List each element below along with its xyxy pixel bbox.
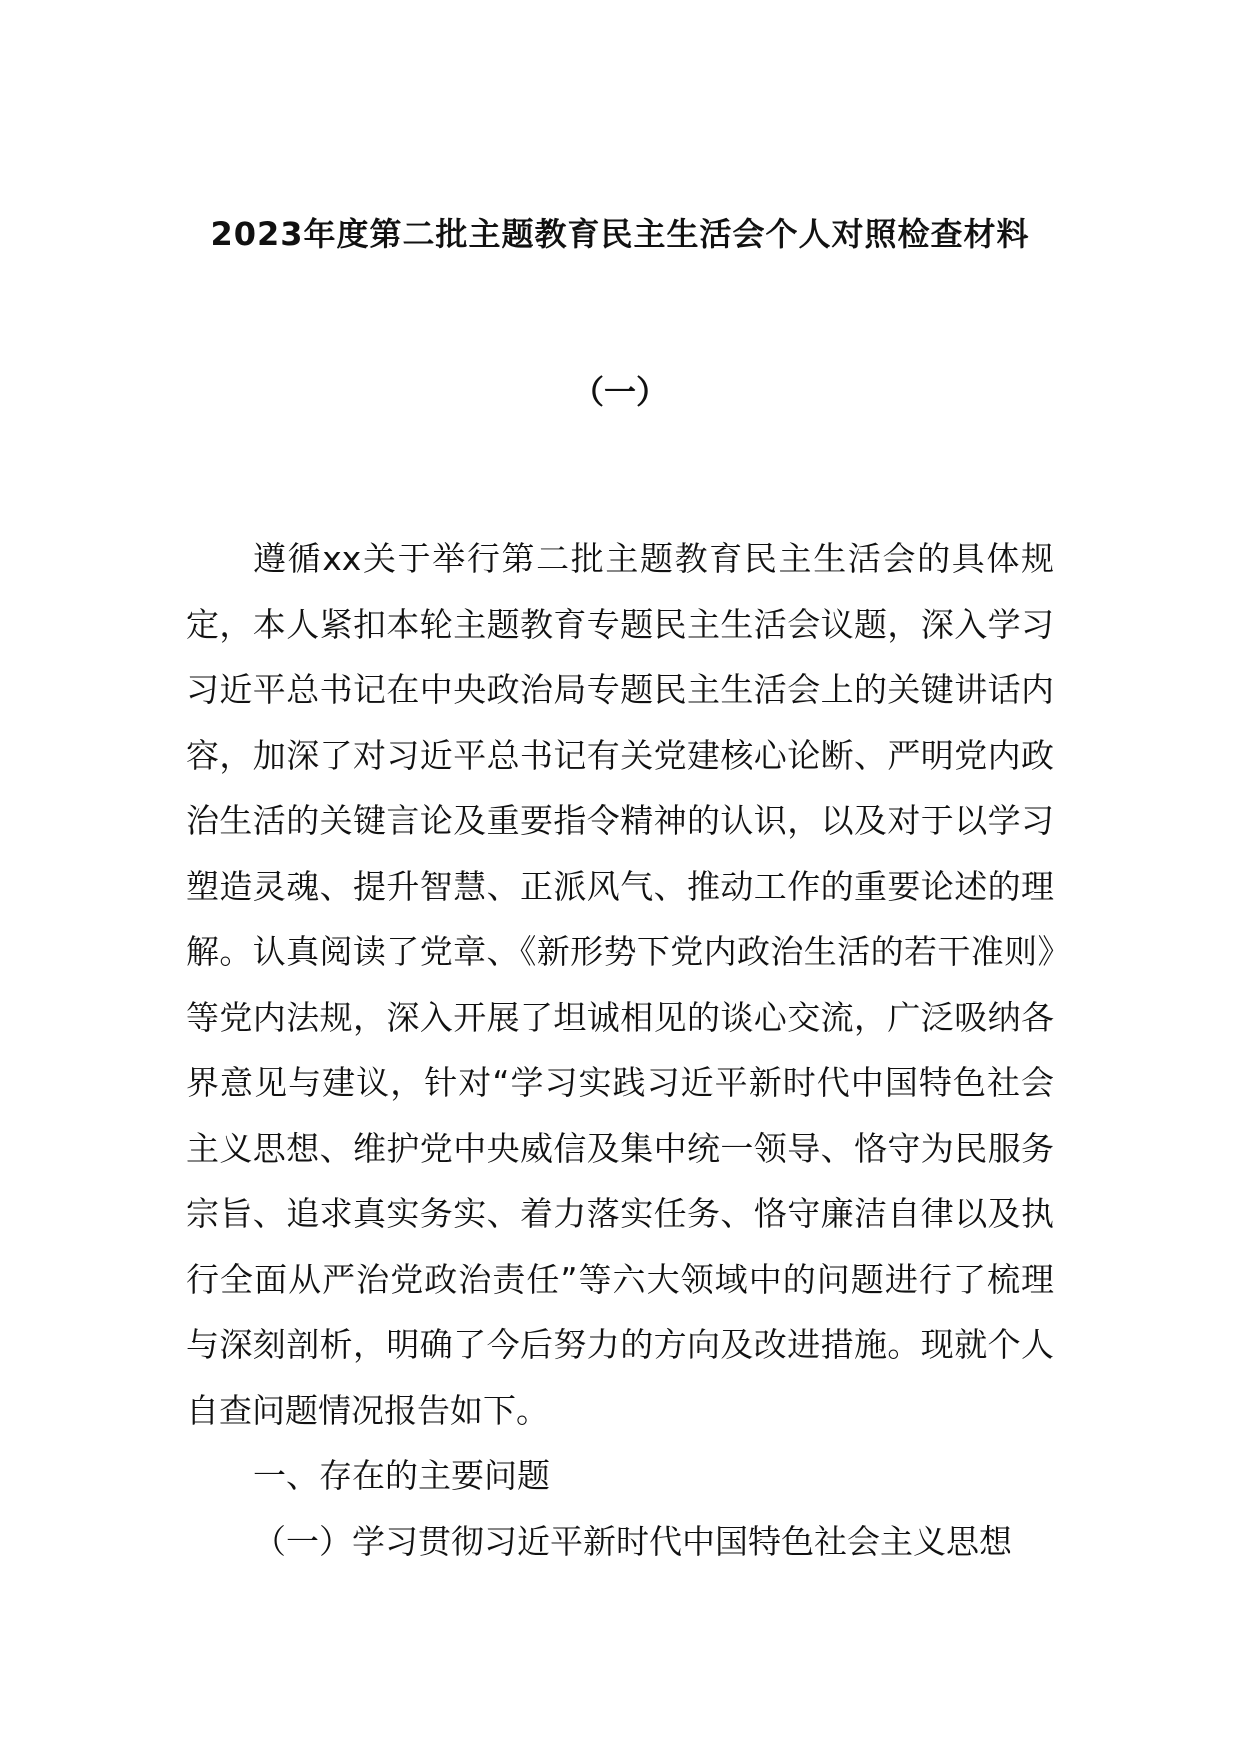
document-title: 2023年度第二批主题教育民主生活会个人对照检查材料 <box>210 215 1030 253</box>
subsection-heading-study: （一）学习贯彻习近平新时代中国特色社会主义思想 <box>253 1521 1012 1561</box>
document-body <box>186 526 1054 1574</box>
document-subtitle: （一） <box>571 373 668 411</box>
section-heading-main-problems: 一、存在的主要问题 <box>253 1456 550 1495</box>
body-paragraph-intro: 遵循xx关于举行第二批主题教育民主生活会的具体规定，本人紧扣本轮主题教育专题民主生活会议题，深入学习习近平总书记在中央政治局专题民主生活会上的关键讲话内容，加深了对习近平总书记有关党建核心论断、严明党内政治生活的关键言论及重要指令精神的认识，以及对于以学习塑造灵魂、提升智慧、正派风气、推动工作的重要论述的理解。认真阅读了党章、《新形势下党内政治生活的若干准则》等党内法规，深入开展了坦诚相见的谈心交流，广泛吸纳各界意见与建议，针对“学习实践习近平新时代中国特色社会主义思想、维护党中央威信及集中统一领导、恪守为民服务宗旨、追求真实务实、着力落实任务、恪守廉洁自律以及执行全面从严治党政治责任”等六大领域中的问题进行了梳理与深刻剖析，明确了今后努力的方向及改进措施。现就个人自查问题情况报告如下。 <box>186 539 1054 1430</box>
